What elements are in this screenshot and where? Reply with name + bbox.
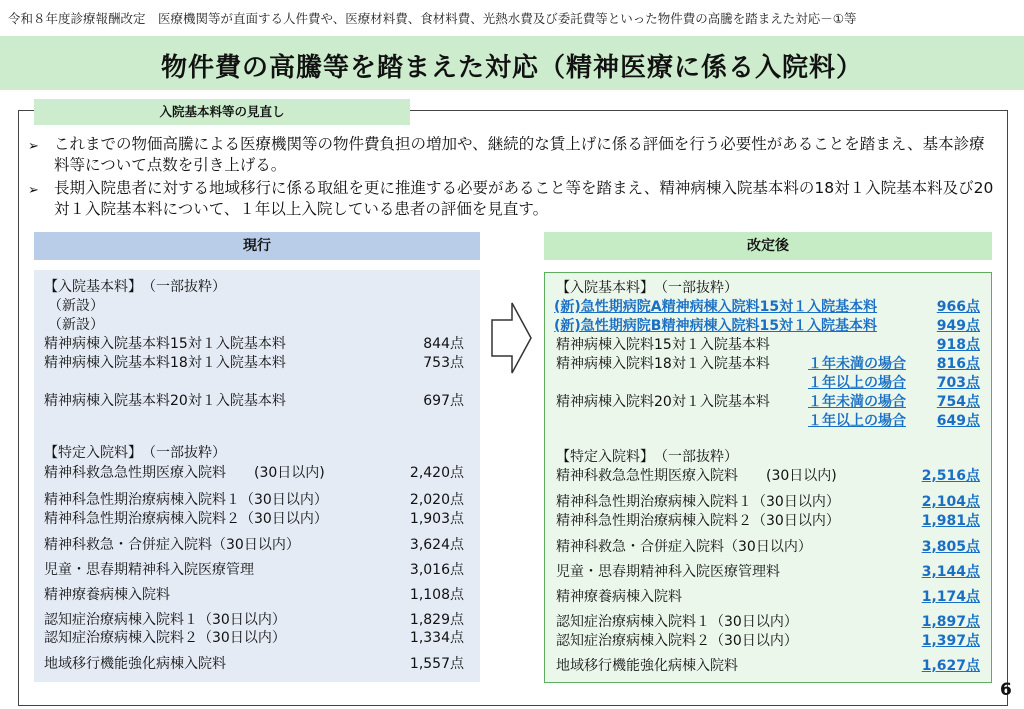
duration-label: １年未満の場合: [808, 356, 906, 372]
fee-label: 精神病棟入院基本料20対１入院基本料: [44, 393, 286, 409]
fee-value: 703点: [936, 375, 980, 391]
fee-label: 精神病棟入院料20対１入院基本料: [556, 394, 770, 410]
fee-label: 精神病棟入院基本料15対１入院基本料: [44, 336, 286, 352]
bullet-arrow-icon: ➢: [28, 139, 39, 154]
fee-label: 精神科急性期治療病棟入院料１（30日以内）: [556, 494, 840, 510]
fee-value: 1,557点: [409, 656, 464, 672]
fee-label: 精神科救急急性期医療入院料 (30日以内): [556, 468, 837, 484]
fee-value: 753点: [423, 355, 464, 371]
fee-label: 精神科急性期治療病棟入院料２（30日以内）: [44, 511, 328, 527]
fee-value: 1,903点: [409, 511, 464, 527]
fee-value: 3,144点: [921, 564, 980, 580]
fee-value: 3,805点: [921, 539, 980, 555]
fee-label: 精神病棟入院料18対１入院基本料: [556, 356, 770, 372]
page-title: 物件費の高騰等を踏まえた対応（精神医療に係る入院料）: [160, 53, 863, 83]
fee-label: 精神科救急・合併症入院料（30日以内）: [556, 539, 812, 555]
fee-label: 精神科救急急性期医療入院料 (30日以内): [44, 465, 325, 481]
fee-label: 地域移行機能強化病棟入院料: [44, 656, 226, 672]
special-fee-header: 【特定入院料】 （一部抜粋）: [44, 445, 226, 461]
basic-fee-header: 【入院基本料】 （一部抜粋）: [44, 279, 226, 295]
slide-subtitle: 令和８年度診療報酬改定 医療機関等が直面する人件費や、医療材料費、食材料費、光熱水費及び委託費等といった物件費の高騰を踏まえた対応－①等: [8, 11, 857, 26]
fee-label: 精神病棟入院料15対１入院基本料: [556, 337, 770, 353]
bullet-item: [28, 178, 1000, 220]
fee-label: 精神病棟入院基本料18対１入院基本料: [44, 355, 286, 371]
fee-label: 精神療養病棟入院料: [44, 587, 170, 603]
fee-value: 816点: [936, 356, 980, 372]
basic-fee-header: 【入院基本料】 （一部抜粋）: [556, 280, 738, 296]
fee-label: 児童・思春期精神科入院医療管理: [44, 562, 254, 578]
fee-value: 2,420点: [409, 465, 464, 481]
fee-value: 3,624点: [409, 537, 464, 553]
fee-value: 697点: [423, 393, 464, 409]
fee-value: 1,981点: [921, 513, 980, 529]
fee-value: 1,174点: [921, 589, 980, 605]
fee-value: 844点: [423, 336, 464, 352]
new-fee-label: (新)急性期病院B精神病棟入院料15対１入院基本料: [554, 318, 877, 334]
duration-label: １年以上の場合: [808, 375, 906, 391]
fee-value: 1,108点: [409, 587, 464, 603]
fee-value: 1,334点: [409, 630, 464, 646]
fee-label: 認知症治療病棟入院料１（30日以内）: [556, 614, 798, 630]
fee-value: 2,020点: [409, 492, 464, 508]
fee-value: 2,104点: [921, 494, 980, 510]
fee-label: 地域移行機能強化病棟入院料: [556, 658, 738, 674]
fee-value: 649点: [936, 413, 980, 429]
current-heading: 現行: [34, 232, 480, 260]
fee-value: 754点: [936, 394, 980, 410]
fee-label: 精神療養病棟入院料: [556, 589, 682, 605]
special-fee-header: 【特定入院料】 （一部抜粋）: [556, 449, 738, 465]
bullet-text: これまでの物価高騰による医療機関等の物件費負担の増加や、継続的な賃上げに係る評価を行う必要性があることを踏まえ、基本診療料等について点数を引き上げる。: [54, 135, 985, 174]
fee-label: 精神科救急・合併症入院料（30日以内）: [44, 537, 300, 553]
new-placeholder: （新設）: [48, 317, 104, 333]
new-fee-label: (新)急性期病院A精神病棟入院料15対１入院基本料: [554, 299, 878, 315]
fee-label: 認知症治療病棟入院料２（30日以内）: [44, 630, 286, 646]
fee-label: 認知症治療病棟入院料１（30日以内）: [44, 612, 286, 628]
page-number: 6: [1000, 680, 1012, 700]
fee-value: 1,397点: [921, 633, 980, 649]
fee-value: 918点: [936, 337, 980, 353]
duration-label: １年以上の場合: [808, 413, 906, 429]
bullet-arrow-icon: ➢: [28, 183, 39, 198]
fee-value: 949点: [936, 318, 980, 334]
duration-label: １年未満の場合: [808, 394, 906, 410]
bullet-text: 長期入院患者に対する地域移行に係る取組を更に推進する必要があること等を踏まえ、精神病棟入院基本料の18対１入院基本料及び20対１入院基本料について、１年以上入院している患者の評価を見直す。: [54, 179, 994, 218]
revised-heading: 改定後: [544, 232, 992, 260]
fee-label: 認知症治療病棟入院料２（30日以内）: [556, 633, 798, 649]
fee-label: 児童・思春期精神科入院医療管理料: [556, 564, 780, 580]
fee-value: 966点: [936, 299, 980, 315]
fee-value: 1,627点: [921, 658, 980, 674]
bullet-item: [28, 134, 1000, 176]
fee-value: 3,016点: [409, 562, 464, 578]
fee-value: 1,897点: [921, 614, 980, 630]
section-tab: 入院基本料等の見直し: [34, 99, 410, 125]
fee-label: 精神科急性期治療病棟入院料１（30日以内）: [44, 492, 328, 508]
fee-value: 1,829点: [409, 612, 464, 628]
fee-label: 精神科急性期治療病棟入院料２（30日以内）: [556, 513, 840, 529]
new-placeholder: （新設）: [48, 298, 104, 314]
bullet-list: [28, 134, 1000, 222]
right-arrow-icon: [490, 300, 534, 376]
fee-value: 2,516点: [921, 468, 980, 484]
